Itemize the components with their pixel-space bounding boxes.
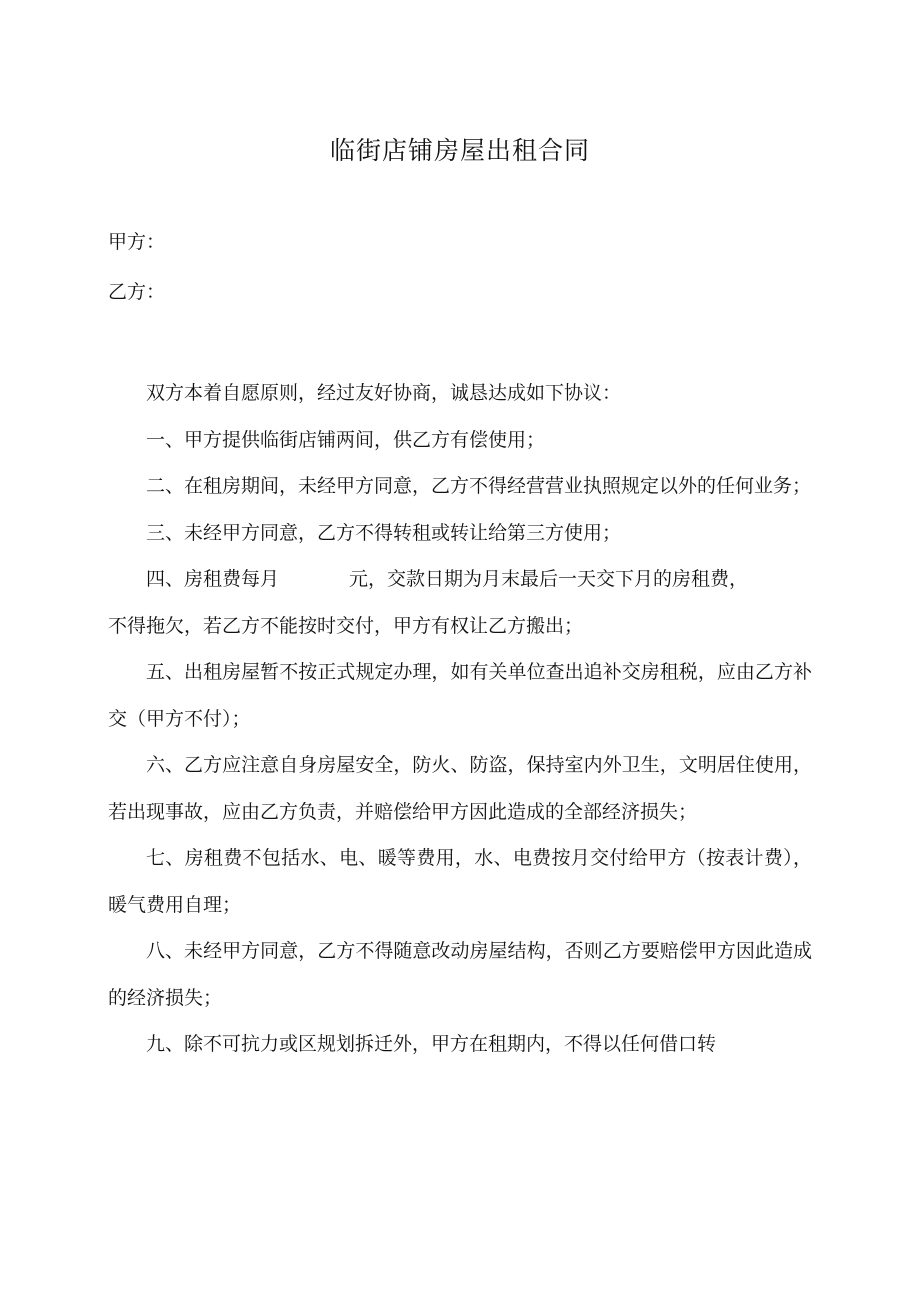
- clause-4: [108, 556, 812, 649]
- clause-4-continuation: 不得拖欠，若乙方不能按时交付，甲方有权让乙方搬出；: [108, 614, 584, 637]
- party-a-label: 甲方：: [108, 231, 166, 253]
- document-title: 临街店铺房屋出租合同: [329, 136, 590, 165]
- clause-3: 三、未经甲方同意，乙方不得转租或转让给第三方使用；: [146, 521, 622, 544]
- clause-6: 六、乙方应注意自身房屋安全，防火、防盗，保持室内外卫生，文明居住使用，若出现事故，应由乙方负责，并赔偿给甲方因此造成的全部经济损失；: [108, 754, 812, 823]
- clause-9: 九、除不可抗力或区规划拆迁外，甲方在租期内，不得以任何借口转: [146, 1033, 717, 1055]
- clause-4-payment-terms: 元，交款日期为月末最后一天交下月的房租费，: [349, 568, 749, 590]
- intro-paragraph: 双方本着自愿原则，经过友好协商，诚恳达成如下协议：: [146, 382, 622, 404]
- clause-1: 一、甲方提供临街店铺两间，供乙方有偿使用；: [146, 428, 546, 451]
- party-b-label: 乙方：: [108, 281, 166, 303]
- contract-body: [108, 370, 812, 1068]
- clause-4-rent-label: 四、房租费每月: [146, 568, 280, 590]
- clause-5: 五、出租房屋暂不按正式规定办理，如有关单位查出追补交房租税，应由乙方补交（甲方不付）；: [108, 661, 812, 730]
- clause-8: 八、未经甲方同意，乙方不得随意改动房屋结构，否则乙方要赔偿甲方因此造成的经济损失；: [108, 940, 812, 1009]
- clause-2: 二、在租房期间，未经甲方同意，乙方不得经营营业执照规定以外的任何业务；: [146, 475, 812, 497]
- clause-7: 七、房租费不包括水、电、暖等费用，水、电费按月交付给甲方（按表计费），暖气费用自理；: [108, 847, 812, 916]
